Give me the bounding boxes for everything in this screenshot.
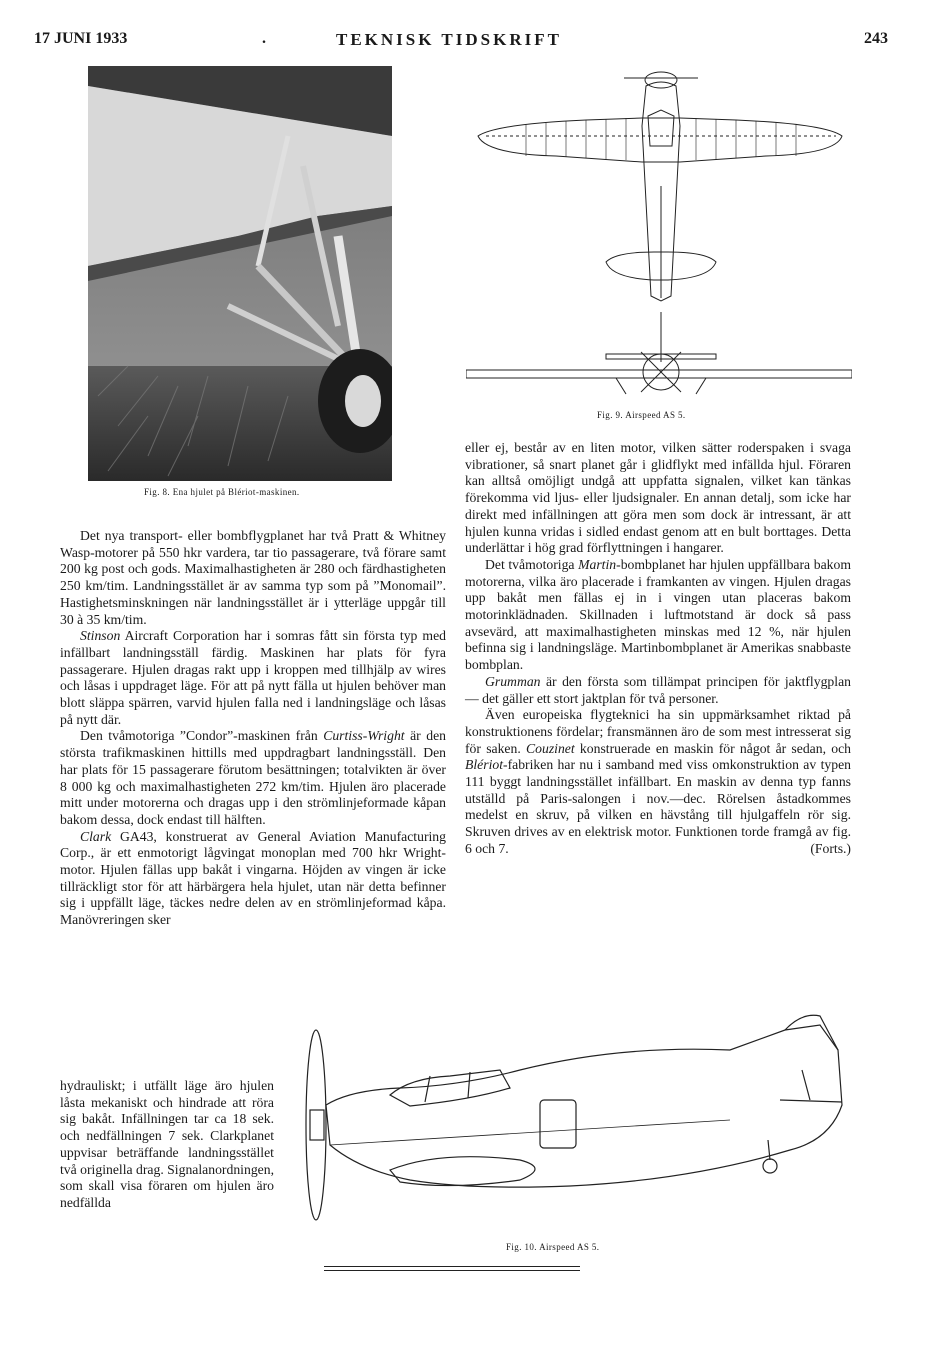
company-name: Clark: [80, 828, 112, 844]
paragraph-transport-plane: Det nya transport- eller bombflygplanet har två Pratt & Whitney Wasp-motorer på 550 hkr vardera, tar tio passagerare, två förare samt 200 kg post och gods. Maximalhastigheten är 280 och färdhastigheten 250 km/tim. Landningsstället är av samma typ som på ”Monomail”. Hastighetsminskningen när landningsstället är i ytterläge uppgår till 30 à 35 km/tim.: [60, 528, 446, 627]
end-rule-bottom: [324, 1270, 580, 1271]
page-number: 243: [864, 30, 888, 47]
paragraph-text: Det tvåmotoriga: [485, 556, 579, 572]
paragraph-signal: eller ej, består av en liten motor, vilken sätter roderspaken i svaga vibrationer, så snart planet går i glidflykt med infällda hjul. Föraren kan alltså omöjligt undgå att uppfatta signalen, vilket kan tänkas förekomma vid ljus- eller ljudsignaler. En annan detalj, som icke har direkt med infällningen att göra men som dock är intressant, är att hjulen kunna vridas i sidled endast genom att en bult borttages. Detta underlättar i hög grad förflyttningen i hangarer.: [465, 440, 851, 556]
paragraph-grumman: [465, 674, 851, 707]
fig9-caption: Fig. 9. Airspeed AS 5.: [597, 410, 686, 420]
paragraph-text: är den största trafikmaskinen hittills med uppdragbart landningsställ. Den har plats för 15 passagerare förutom besättningen; totalvikten är över 8 000 kg och maximalhastigheten 272 km/tim. Hjulen äro placerade mitt under motorerna och dragas upp i den strömlinjeformade kåpan bakom dessa, dock endast till hälften.: [60, 728, 446, 827]
paragraph-europe: [465, 707, 851, 857]
airspeed-side-view-drawing: [290, 1010, 850, 1230]
paragraph-text: konstruerade en maskin för något år sedan, och: [574, 740, 852, 756]
right-column-text: [465, 440, 851, 858]
paragraph-text: -bombplanet har hjulen uppfällbara bakom motorerna, vilka äro placerade i framkanten av vingen. Hjulen dragas upp bakåt men fällas ej in i vingen utan placeras bakom motorinklädnaden. Skillnaden i luftmotstand är dock så pass avsevärd, att maximalhastigheten minskas med 12 %, när hjulen befinna sig i landningsläge. Martinbombplanet är Amerikas snabbaste bombplan.: [465, 556, 851, 673]
landing-gear-photo: [88, 66, 392, 481]
left-column-narrow-text: [60, 1078, 274, 1212]
header-separator: .: [262, 30, 266, 47]
paragraph-text: GA43, konstruerat av General Aviation Manufacturing Corp., är ett enmotorigt lågvingat monoplan med 700 hkr Wright-motor. Hjulen fällas upp bakåt i vingarna. Höjden av vingen är icke tillräckligt stor för att härbärgera hela hjulet, utan när detta befinner sig i uppfällt läge, täckes nedre delen av en strömlinjeformad kåpa. Manövreringen sker: [60, 828, 446, 928]
company-name: Curtiss-Wright: [323, 728, 405, 744]
company-name: Couzinet: [526, 740, 575, 756]
paragraph-text: -fabriken har nu i samband med viss omkonstruktion av typen 111 byggt landningsstället infällbart. En maskin av denna typ fanns utställd på Paris-salongen i nov.—dec. Rörelsen åstadkommes medelst en skruv, på vilken en hävstång till hjulgaffeln rör sig. Skruven drives av en elektrisk motor. Funktionen torde framgå av fig. 6 och 7.: [465, 757, 851, 856]
paragraph-text: Aircraft Corporation har i somras fått sin första typ med infällbart landningsställ färdig. Maskinen har plats för fyra passagerare. Hjulen dragas rakt upp i kroppen med tillhjälp av wires och låsas i uppdraget läge. För att på nytt fälla ut hjulen behöver man blott släppa spärren, varvid hjulen falla ned i landningsläge och låsas på nytt där.: [60, 628, 446, 727]
paragraph-text: Även europeiska flygteknici ha sin uppmärksamhet riktad på konstruktionens fördelar; fransmännen äro de som mest intresserat sig för saken.: [465, 707, 851, 756]
fig10-caption: Fig. 10. Airspeed AS 5.: [506, 1242, 600, 1252]
landing-gear-photo-drawing: [88, 66, 392, 481]
paragraph-clark-continued: hydrauliskt; i utfällt läge äro hjulen låsta mekaniskt och hindrade att röra sig bakåt. Infällningen tar ca 18 sek. och nedfällningen 7 sek. Clarkplanet uppvisar beträffande landningsstället två originella drag. Signalanordningen, som skall visa föraren om hjulen äro nedfällda: [60, 1078, 275, 1210]
company-name: Martin: [578, 556, 617, 572]
journal-title: TEKNISK TIDSKRIFT: [336, 30, 562, 49]
fig8-caption: Fig. 8. Ena hjulet på Blériot-maskinen.: [144, 487, 300, 497]
company-name: Blériot: [465, 757, 504, 773]
airspeed-top-view-drawing: [466, 66, 852, 406]
continued-marker: (Forts.): [810, 840, 851, 856]
header-date: 17 JUNI 1933: [34, 30, 128, 47]
paragraph-text: är den första som tillämpat principen för jaktflygplan — det gäller ett stort jaktplan för två personer.: [465, 673, 851, 706]
paragraph-condor: [60, 728, 446, 828]
left-column-text: [60, 528, 446, 929]
paragraph-text: Den tvåmotoriga ”Condor”-maskinen från: [80, 728, 324, 744]
paragraph-clark: [60, 829, 446, 929]
company-name: Grumman: [485, 673, 541, 689]
company-name: Stinson: [80, 628, 121, 644]
paragraph-stinson: [60, 628, 446, 728]
end-rule-top: [324, 1266, 580, 1267]
paragraph-martin: [465, 557, 851, 674]
